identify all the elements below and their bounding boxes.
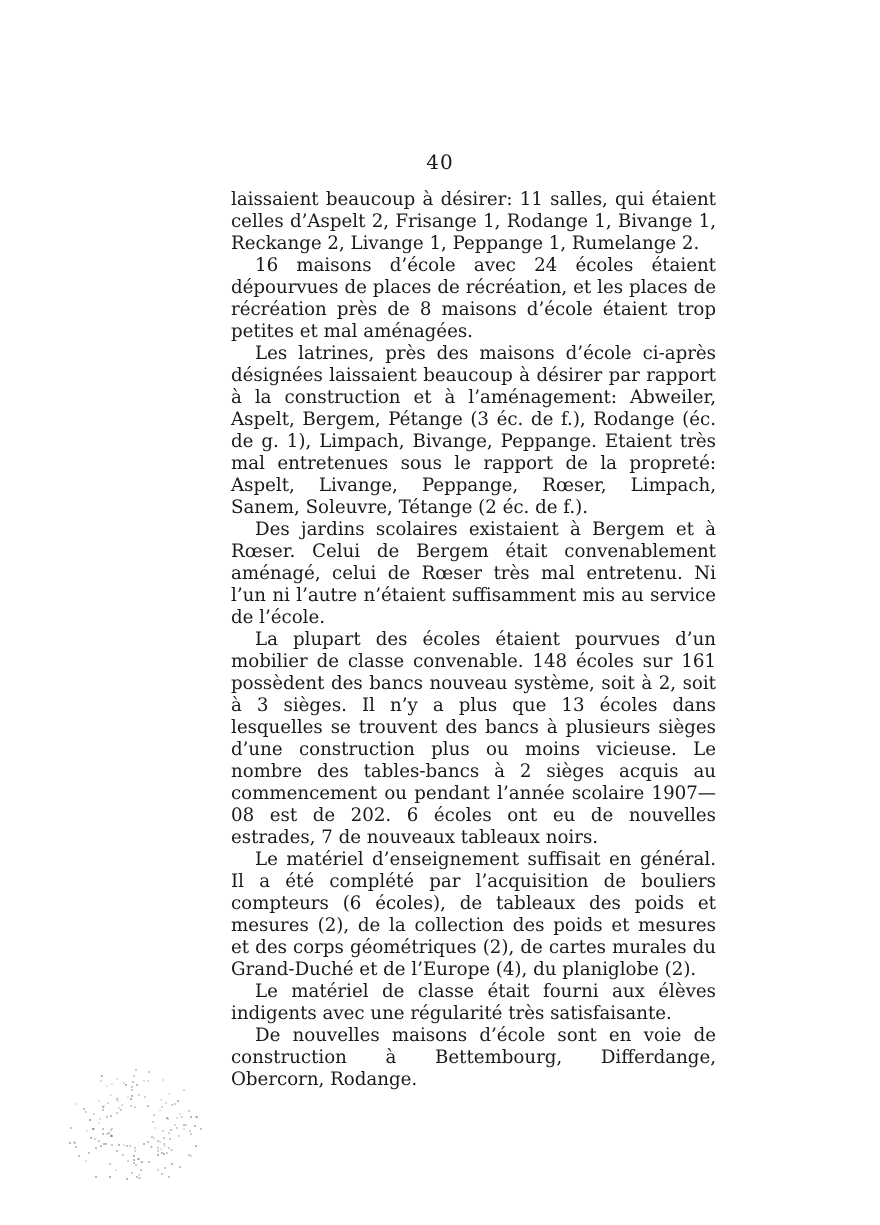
stamp-speckle: [168, 1093, 170, 1095]
stamp-speckle: [89, 1119, 91, 1121]
paragraph-recreation-places: 16 maisons d’école avec 24 écoles étaient dépourvues de places de récréation, et les places de récréation près de 8 maisons d’école étaient trop petites et mal aménagées.: [231, 255, 716, 342]
stamp-speckle: [189, 1130, 191, 1132]
stamp-speckle: [141, 1161, 143, 1163]
stamp-speckle: [190, 1155, 192, 1157]
stamp-speckle: [159, 1109, 161, 1111]
stamp-speckle: [86, 1130, 88, 1132]
paragraph-latrines: Les latrines, près des maisons d’école ci-après désignées laissaient beaucoup à désirer par rapport à la construction et à l’aménagement: Abweiler, Aspelt, Bergem, Pétange (3 éc. de f.), Rodange (éc. de g. 1), Limpach, Bivange, Peppange. Etaient très mal entretenues sous le rapport de la propreté: Aspelt, Livange, Peppange, Rœser, Limpach, Sanem, Soleuvre, Tétange (2 éc. de f.).: [231, 343, 716, 518]
stamp-speckle: [123, 1144, 125, 1146]
stamp-speckle: [148, 1071, 150, 1073]
stamp-speckle: [130, 1098, 132, 1100]
stamp-speckle: [115, 1169, 117, 1171]
stamp-speckle: [109, 1176, 111, 1178]
stamp-speckle: [116, 1150, 118, 1152]
stamp-speckle: [103, 1143, 105, 1145]
stamp-speckle: [135, 1069, 137, 1071]
stamp-speckle: [162, 1079, 164, 1081]
stamp-speckle: [157, 1154, 159, 1156]
stamp-speckle: [110, 1094, 112, 1096]
stamp-speckle: [194, 1125, 196, 1127]
stamp-speckle: [183, 1128, 185, 1130]
stamp-speckle: [154, 1127, 156, 1129]
stamp-speckle: [131, 1089, 133, 1091]
stamp-speckle: [127, 1096, 129, 1098]
stamp-speckle: [98, 1122, 100, 1124]
stamp-speckle: [161, 1152, 163, 1154]
stamp-speckle: [130, 1105, 132, 1107]
stamp-speckle: [69, 1142, 71, 1144]
stamp-speckle: [185, 1124, 187, 1126]
stamp-speckle: [179, 1166, 181, 1168]
paragraph-teaching-material: Le matériel d’enseignement suffisait en général. Il a été complété par l’acquisition de bouliers compteurs (6 écoles), de tableaux des poids et mesures (2), de la collection des poids et mesures et des corps géométriques (2), de cartes murales du Grand-Duché et de l’Europe (4), du planiglobe (2).: [231, 849, 716, 980]
stamp-speckle: [129, 1145, 131, 1147]
stamp-speckle: [134, 1147, 136, 1149]
paragraph-continuation: laissaient beaucoup à désirer: 11 salles, qui étaient celles d’Aspelt 2, Frisange 1, Rodange 1, Bivange 1, Reckange 2, Livange 1, Peppange 1, Rumelange 2.: [231, 189, 716, 254]
stamp-speckle: [168, 1132, 170, 1134]
stamp-speckle: [101, 1075, 103, 1077]
stamp-speckle: [100, 1080, 102, 1082]
stamp-speckle: [165, 1102, 167, 1104]
stamp-speckle: [83, 1108, 85, 1110]
stamp-speckle: [107, 1102, 109, 1104]
stamp-speckle: [126, 1178, 128, 1180]
stamp-speckle: [157, 1169, 159, 1171]
stamp-speckle: [106, 1133, 108, 1135]
stamp-speckle: [163, 1137, 165, 1139]
stamp-speckle: [153, 1114, 155, 1116]
stamp-speckle: [111, 1144, 113, 1146]
stamp-speckle: [164, 1145, 166, 1147]
stamp-speckle: [131, 1095, 133, 1097]
stamp-speckle: [85, 1160, 87, 1162]
paragraph-school-gardens: Des jardins scolaires existaient à Bergem et à Rœser. Celui de Bergem était convenablement aménagé, celui de Rœser très mal entretenu. Ni l’un ni l’autre n’étaient suffisamment mis au service de l’école.: [231, 519, 716, 628]
stamp-speckle: [75, 1146, 77, 1148]
stamp-speckle: [111, 1135, 113, 1137]
stamp-speckle: [147, 1141, 149, 1143]
stamp-speckle: [116, 1078, 118, 1080]
stamp-speckle: [117, 1100, 119, 1102]
stamp-speckle: [136, 1084, 138, 1086]
stamp-speckle: [138, 1174, 140, 1176]
stamp-speckle: [102, 1128, 104, 1130]
paragraph-new-schools: De nouvelles maisons d’école sont en voie de construction à Bettembourg, Differdange, Obercorn, Rodange.: [231, 1025, 716, 1090]
stamp-speckle: [150, 1146, 152, 1148]
stamp-speckle: [174, 1124, 176, 1126]
stamp-speckle: [170, 1149, 172, 1151]
stamp-speckle: [147, 1080, 149, 1082]
stamp-speckle: [78, 1155, 80, 1157]
stamp-speckle: [178, 1135, 180, 1137]
stamp-speckle: [102, 1133, 104, 1135]
stamp-speckle: [162, 1130, 164, 1132]
stamp-speckle: [120, 1109, 122, 1111]
stamp-speckle: [116, 1112, 118, 1114]
stamp-speckle: [183, 1089, 185, 1091]
stamp-speckle: [166, 1152, 168, 1154]
stamp-speckle: [133, 1155, 135, 1157]
stamp-speckle: [95, 1147, 97, 1149]
stamp-speckle: [109, 1163, 111, 1165]
stamp-speckle: [170, 1129, 172, 1131]
stamp-speckle: [160, 1148, 162, 1150]
stamp-speckle: [138, 1158, 140, 1160]
stamp-speckle: [139, 1177, 141, 1179]
stamp-speckle: [110, 1129, 112, 1131]
stamp-speckle: [168, 1176, 170, 1178]
stamp-speckle: [100, 1145, 102, 1147]
stamp-speckle: [131, 1086, 133, 1088]
stamp-speckle: [88, 1152, 90, 1154]
stamp-speckle: [176, 1127, 178, 1129]
stamp-speckle: [95, 1176, 97, 1178]
paragraph-class-material: Le matériel de classe était fourni aux élèves indigents avec une régularité très satisfaisante.: [231, 981, 716, 1024]
stamp-speckle: [102, 1109, 104, 1111]
stamp-speckle: [138, 1094, 140, 1096]
page-number: 40: [426, 150, 454, 174]
stamp-speckle: [159, 1141, 161, 1143]
stamp-speckle: [190, 1133, 192, 1135]
stamp-speckle: [93, 1113, 95, 1115]
stamp-speckle: [118, 1144, 120, 1146]
stamp-speckle: [164, 1167, 166, 1169]
stamp-speckle: [143, 1080, 145, 1082]
stamp-speckle: [157, 1150, 159, 1152]
stamp-speckle: [140, 1161, 142, 1163]
stamp-speckle: [160, 1099, 162, 1101]
stamp-speckle: [103, 1105, 105, 1107]
stamp-speckle: [110, 1115, 112, 1117]
stamp-speckle: [148, 1161, 150, 1163]
stamp-speckle: [176, 1117, 178, 1119]
stamp-speckle: [132, 1081, 134, 1083]
stamp-speckle: [190, 1116, 192, 1118]
stamp-speckle: [157, 1147, 159, 1149]
stamp-speckle: [135, 1164, 137, 1166]
stamp-speckle: [163, 1153, 165, 1155]
stamp-speckle: [153, 1137, 155, 1139]
stamp-speckle: [171, 1163, 173, 1165]
stamp-speckle: [177, 1100, 179, 1102]
stamp-speckle: [134, 1106, 136, 1108]
stamp-speckle: [179, 1113, 181, 1115]
stamp-speckle: [200, 1128, 202, 1130]
stamp-speckle: [131, 1172, 133, 1174]
stamp-speckle: [133, 1159, 135, 1161]
stamp-speckle: [195, 1116, 197, 1118]
stamp-speckle: [98, 1100, 100, 1102]
stamp-speckle: [152, 1121, 154, 1123]
stamp-speckle: [161, 1106, 163, 1108]
stamp-speckle: [116, 1098, 118, 1100]
stamp-speckle: [126, 1145, 128, 1147]
stamp-speckle: [106, 1116, 108, 1118]
stamp-speckle: [174, 1103, 176, 1105]
stamp-speckle: [92, 1128, 94, 1130]
stamp-speckle: [144, 1096, 146, 1098]
paragraph-furniture: La plupart des écoles étaient pourvues d’un mobilier de classe convenable. 148 écoles sur 161 possèdent des bancs nouveau système, soit à 2, soit à 3 sièges. Il n’y a plus que 13 écoles dans lesquelles se trouvent des bancs à plusieurs sièges d’une construction plus ou moins vicieuse. Le nombre des tables-bancs à 2 sièges acquis au commencement ou pendant l’année scolaire 1907—08 est de 202. 6 écoles ont eu de nouvelles estrades, 7 de nouveaux tableaux noirs.: [231, 629, 716, 848]
stamp-speckle: [70, 1127, 72, 1129]
stamp-speckle: [121, 1104, 123, 1106]
stamp-speckle: [99, 1118, 101, 1120]
stamp-speckle: [127, 1160, 129, 1162]
stamp-speckle: [98, 1140, 100, 1142]
stamp-speckle: [171, 1104, 173, 1106]
stamp-speckle: [140, 1169, 142, 1171]
body-text: [231, 189, 716, 1091]
stamp-speckle: [143, 1143, 145, 1145]
stamp-speckle: [125, 1084, 127, 1086]
stamp-speckle: [85, 1111, 87, 1113]
stamp-speckle: [122, 1154, 124, 1156]
stamp-speckle: [94, 1138, 96, 1140]
stamp-speckle: [188, 1110, 190, 1112]
stamp-speckle: [147, 1105, 149, 1107]
stamp-speckle: [106, 1085, 108, 1087]
stamp-speckle: [111, 1083, 113, 1085]
stamp-speckle: [75, 1103, 77, 1105]
stamp-speckle: [161, 1173, 163, 1175]
stamp-speckle: [133, 1075, 135, 1077]
stamp-speckle: [169, 1138, 171, 1140]
stamp-speckle: [195, 1145, 197, 1147]
faded-stamp-mark: [58, 1060, 208, 1195]
stamp-speckle: [181, 1116, 183, 1118]
stamp-speckle: [134, 1150, 136, 1152]
stamp-speckle: [90, 1137, 92, 1139]
